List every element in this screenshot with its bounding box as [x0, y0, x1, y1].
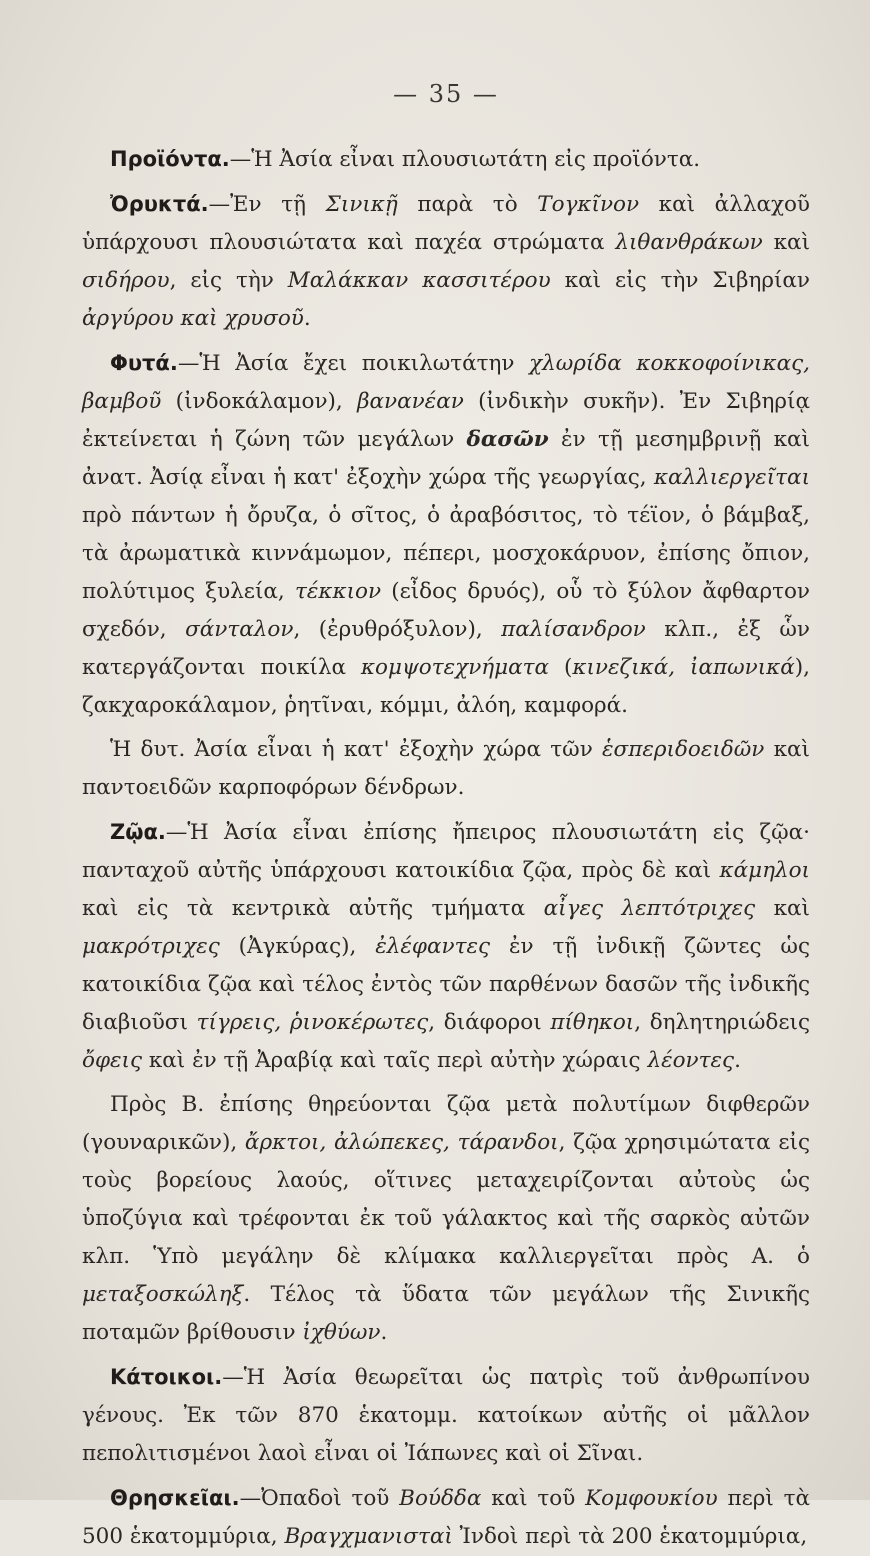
text-run: (Ἀγκύρας), — [219, 934, 376, 959]
section-heading: Θρησκεῖαι. — [110, 1486, 240, 1510]
emphasized-term: αἶγες λεπτότριχες — [543, 896, 756, 921]
emphasized-term: Σινικῇ — [325, 192, 398, 217]
emphasized-term: ὄφεις — [82, 1048, 143, 1073]
text-run: . — [380, 1320, 388, 1345]
text-run: . — [303, 306, 311, 331]
text-run: (ἰνδοκάλαμον), — [161, 389, 358, 414]
text-run: (ἰνδικὴν συκῆν). Ἐν Σιβηρίᾳ ἐκτείνεται ἡ ζώνη τῶν μεγάλων — [82, 389, 810, 452]
text-run: ἐν τῇ μεσημβρινῇ καὶ ἀνατ. Ἀσίᾳ εἶναι ἡ κατ' ἐξοχὴν χώρα τῆς γεωργίας, — [82, 427, 810, 490]
text-run: . Τέλος τὰ ὕδατα τῶν μεγάλων τῆς Σινικῆς ποταμῶν βρίθουσιν — [82, 1282, 810, 1345]
emphasized-term: σιδήρου — [82, 268, 170, 293]
text-run: καὶ ἐν τῇ Ἀραβίᾳ καὶ ταῖς περὶ αὐτὴν χώραις — [142, 1048, 648, 1073]
text-run: , ζῷα χρησιμώτατα εἰς τοὺς βορείους λαούς, οἵτινες μεταχειρίζονται αὐτοὺς ὡς ὑποζύγια καὶ τρέφονται ἐκ τοῦ γάλακτος καὶ τῆς σαρκὸς αὐτῶν κλπ. Ὑπὸ μεγάλην δὲ κλίμακα καλλιεργεῖται πρὸς Α. ὁ — [82, 1130, 810, 1269]
text-run: πρὸ πάντων ἡ ὄρυζα, ὁ σῖτος, ὁ ἀραβόσιτος, τὸ τέϊον, ὁ βάμβαξ, τὰ ἀρωματικὰ κιννάμωμον, πέπερι, μοσχοκάρυον, ἐπίσης ὄπιον, πολύτιμος ξυλεία, — [82, 503, 810, 604]
emphasized-term: ἄρκτοι, ἀλώπεκες, τάρανδοι — [244, 1130, 559, 1155]
text-run: ἐν τῇ ἰνδικῇ ζῶντες ὡς κατοικίδια ζῷα καὶ τέλος ἐντὸς τῶν παρθένων δασῶν τῆς ἰνδικῆς διαβιοῦσι — [82, 934, 810, 1035]
text-run: Ἰνδοὶ περὶ τὰ 200 ἑκατομμύρια, — [452, 1524, 808, 1549]
paragraph — [82, 731, 810, 807]
text-run: καὶ εἰς τὴν Σιβηρίαν — [550, 268, 810, 293]
section-heading: Κάτοικοι. — [110, 1365, 223, 1389]
emphasized-term: λιθανθράκων — [615, 230, 763, 255]
emphasized-term: τέκκιον — [294, 579, 382, 604]
text-run: παρὰ τὸ — [397, 192, 538, 217]
emphasized-term: δασῶν — [466, 427, 549, 452]
text-run: καὶ — [762, 230, 810, 255]
text-run: —Ἡ Ἀσία ἔχει ποικιλωτάτην — [177, 351, 530, 376]
emphasized-term: πίθηκοι — [550, 1010, 635, 1035]
text-body — [82, 140, 810, 1556]
emphasized-term: κινεζικά, ἰαπωνικά — [572, 655, 795, 680]
emphasized-term: μακρότριχες — [82, 934, 220, 959]
text-run: . — [734, 1048, 741, 1073]
emphasized-term: καλλιεργεῖται — [653, 465, 810, 490]
emphasized-term: ἑσπεριδοειδῶν — [602, 737, 765, 762]
text-run: , εἰς τὴν — [169, 268, 288, 293]
text-run: καὶ — [755, 896, 810, 921]
paragraph — [82, 1479, 810, 1556]
section-heading: Προϊόντα. — [110, 147, 230, 171]
section-heading: Ὀρυκτά. — [110, 192, 209, 216]
text-run: καὶ παντοειδῶν καρποφόρων δένδρων. — [82, 737, 810, 800]
emphasized-term: Βραγχμανισταὶ — [284, 1524, 453, 1549]
paragraph — [82, 813, 810, 1080]
emphasized-term: Τογκῖνον — [537, 192, 640, 217]
paragraph — [82, 1086, 810, 1352]
emphasized-term: τίγρεις, ῥινοκέρωτες — [196, 1010, 429, 1035]
emphasized-term: σάνταλον — [185, 617, 294, 642]
text-run: , διάφοροι — [428, 1010, 551, 1035]
text-run: Ἡ δυτ. Ἀσία εἶναι ἡ κατ' ἐξοχὴν χώρα τῶν — [110, 737, 603, 762]
text-run: , δηλητηριώδεις — [634, 1010, 810, 1035]
emphasized-term: ἐλέφαντες — [375, 934, 491, 959]
text-run: καὶ ἀλλαχοῦ ὑπάρχουσι πλουσιώτατα καὶ παχέα στρώματα — [82, 192, 811, 255]
paragraph — [82, 185, 810, 338]
text-run: —Ἡ Ἀσία εἶναι πλουσιωτάτη εἰς προϊόντα. — [229, 147, 701, 172]
text-run: , (ἐρυθρόξυλον), — [293, 617, 502, 642]
section-heading: Φυτά. — [110, 351, 178, 375]
emphasized-term: κομψοτεχνήματα — [360, 655, 550, 680]
text-run: Πρὸς Β. ἐπίσης θηρεύονται ζῷα μετὰ πολυτίμων διφθερῶν (γουναρικῶν), — [82, 1092, 810, 1155]
emphasized-term: παλίσανδρον — [501, 617, 646, 642]
text-run: ), ζακχαροκάλαμον, ῥητῖναι, κόμμι, ἀλόη, καμφορά. — [82, 655, 810, 718]
text-run: (εἶδος δρυός), οὗ τὸ ξύλον ἄφθαρτον σχεδόν, — [82, 579, 810, 642]
emphasized-term: λέοντες — [647, 1048, 735, 1073]
emphasized-term: κάμηλοι — [719, 858, 810, 883]
text-run: κλπ., ἐξ ὧν κατεργάζονται ποικίλα — [82, 617, 810, 680]
emphasized-term: μεταξοσκώληξ — [82, 1282, 244, 1307]
text-run: —Ἐν τῇ — [208, 192, 326, 217]
text-run: καὶ εἰς τὰ κεντρικὰ αὐτῆς τμήματα — [82, 896, 544, 921]
emphasized-term: βανανέαν — [357, 389, 464, 414]
text-run: —Ἡ Ἀσία θεωρεῖται ὡς πατρὶς τοῦ ἀνθρωπίνου γένους. Ἐκ τῶν 870 ἑκατομμ. κατοίκων αὐτῆς οἱ μᾶλλον πεπολιτισμένοι λαοὶ εἶναι οἱ Ἰάπωνες καὶ οἱ Σῖναι. — [82, 1365, 810, 1466]
emphasized-term: χλωρίδα κοκκοφοίνικας, βαμβοῦ — [82, 351, 810, 414]
paragraph — [82, 140, 810, 179]
text-run: —Ἡ Ἀσία εἶναι ἐπίσης ἤπειρος πλουσιωτάτη εἰς ζῷα· πανταχοῦ αὐτῆς ὑπάρχουσι κατοικίδια ζῷα, πρὸς δὲ καὶ — [82, 820, 810, 883]
text-run: καὶ τοῦ — [481, 1486, 586, 1511]
paragraph — [82, 1358, 810, 1473]
emphasized-term: ἰχθύων — [302, 1320, 381, 1345]
paragraph — [82, 344, 810, 725]
section-heading: Ζῷα. — [110, 820, 166, 844]
emphasized-term: Κομφουκίου — [585, 1486, 718, 1511]
emphasized-term: Βούδδα — [399, 1486, 482, 1511]
text-run: ( — [549, 655, 573, 680]
text-run: —Ὀπαδοὶ τοῦ — [239, 1486, 400, 1511]
emphasized-term: Μαλάκκαν κασσιτέρου — [287, 268, 551, 293]
page-number: — 35 — — [393, 80, 499, 108]
emphasized-term: ἀργύρου καὶ χρυσοῦ — [82, 306, 304, 331]
text-run: περὶ τὰ 500 ἑκατομμύρια, — [82, 1486, 811, 1549]
